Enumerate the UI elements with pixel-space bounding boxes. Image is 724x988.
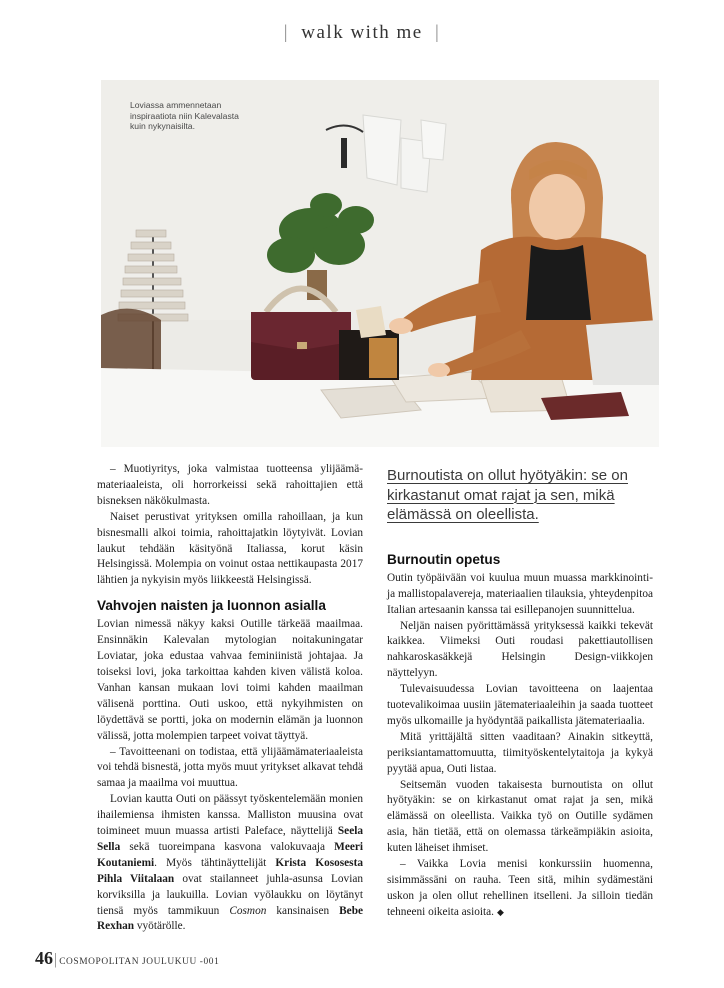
- paragraph: – Muotiyritys, joka valmistaa tuotteensa ylijäämämateriaaleista, oli horrorkeissi sekä rahoittajien että bisneksen näkökulmasta.: [97, 463, 363, 507]
- paragraph: Mitä yrittäjältä sitten vaaditaan? Ainakin sitkeyttä, periksiantamattomuutta, tiimityöskentelytaitoja ja kykyä pyytää apua, Outi listaa.: [387, 730, 653, 775]
- paragraph: [387, 857, 653, 921]
- paragraph: Tulevaisuudessa Lovian tavoitteena on laajentaa tuotevalikoimaa uusiin jätemateriaaleihin ja saada tuotteet myös ulkomaille ja hyödyntää paikallista jätemateriaalia.: [387, 683, 653, 727]
- text-run: ovat stailanneet juhla-asunsa Lovian korviksilla ja laukuilla. Lovian vyölaukku on löytänyt tiensä myös tammikuun: [97, 872, 363, 917]
- footer-separator: |: [54, 951, 58, 968]
- text-run: vyötärölle.: [134, 920, 186, 933]
- paragraph: Neljän naisen pyörittämässä yrityksessä kaikki tekevät kaikkea. Viimeksi Outi roudasi pakettiautollisen nahkaroskasäkkejä Helsingin Design-viikkojen näyttelyyn.: [387, 619, 653, 680]
- text-run: . Myös tähtinäyttelijät: [154, 856, 276, 869]
- person-name: Seela Sella: [97, 825, 363, 853]
- person-name: Bebe Rexhan: [97, 904, 363, 933]
- end-mark-icon: ◆: [496, 906, 504, 917]
- subheading: Burnoutin opetus: [387, 551, 501, 567]
- photo-illustration: [101, 80, 659, 447]
- paragraph: [97, 792, 363, 935]
- header-bar-left: |: [283, 22, 290, 43]
- section-header: [0, 22, 724, 44]
- paragraph: – Tavoitteenani on todistaa, että ylijäämämateriaaleista voi tehdä bisnestä, jotta myös muut yritykset alkavat tehdä samaa ja maailma voi muuttua.: [97, 745, 363, 790]
- text-run: Lovian kautta Outi on päässyt työskentelemään monien ihailemiensa ihmisten kanssa. Malliston muusina ovat toimineet muun muassa artisti Paleface, näyttelijä: [97, 793, 363, 838]
- page-footer: [35, 948, 219, 969]
- article-photo: [101, 80, 659, 447]
- right-column: [387, 462, 653, 921]
- person-name: Krista Kososesta Pihla Viitalaan: [97, 856, 363, 885]
- person-name: Meeri Koutaniemi: [97, 840, 363, 869]
- text-run: kansinaisen: [266, 904, 340, 917]
- left-column: [97, 462, 363, 935]
- paragraph: Outin työpäivään voi kuulua muun muassa markkinointi- ja mallistopalavereja, materiaalien tilauksia, yhteydenpitoa Italian artesaanin kanssa tai esillepanojen suunnittelua.: [387, 571, 654, 616]
- text-run: – Vaikka Lovia menisi konkurssiin huomenna, sisimmässäni on rauha. Teen sitä, mihin sydämestäni uskon ja olen ollut rehellinen itselleni. Ja silloin tiedän tehneeni oikeita asioita.: [387, 858, 653, 918]
- photo-caption: Loviassa ammennetaan inspiraatiota niin Kalevalasta kuin nykynaisilta.: [130, 100, 239, 132]
- paragraph: Seitsemän vuoden takaisesta burnoutista on ollut hyötyäkin: se on kirkastanut omat rajat ja sen, mikä elämässä on oleellista. Vaikka työ on Outille sydämen asia, hän tietää, että on olemassa tärkeämpiäkin asioita, kuten läheiset ihmiset.: [387, 778, 653, 855]
- pull-quote: Burnoutista on ollut hyötyäkin: se on kirkastanut omat rajat ja sen, mikä elämässä on oleellista.: [387, 467, 628, 524]
- magazine-name: Cosmon: [229, 904, 267, 917]
- header-bar-right: |: [434, 22, 441, 43]
- page-number: 46: [35, 948, 53, 968]
- text-run: sekä tuoreimpana kasvona valokuvaaja: [120, 840, 335, 853]
- section-title: walk with me: [301, 22, 423, 43]
- paragraph: Naiset perustivat yrityksen omilla rahoillaan, ja kun bisnesmalli alkoi toimia, rahoittajatkin löytyivät. Lovian laukut tehdään käsityönä Italiassa, korut käsin Helsingissä. Molempia on voinut ostaa nettikaupasta 2017 lähtien ja nykyisin myös liikkeestä Helsingissä.: [97, 510, 363, 587]
- magazine-issue: COSMOPOLITAN JOULUKUU -001: [59, 957, 220, 967]
- paragraph: Lovian nimessä näkyy kaksi Outille tärkeää maailmaa. Ensinnäkin Kalevalan mytologian noitakuningatar Loviatar, joka edustaa vahvaa feminiinistä johtajaa. Ja toiseksi lovi, joka tarkoittaa kahden kiven välistä koloa. Vanhan kansan mukaan lovi toimi kahden maailman välisenä porttina. Outi uskoo, että nykyihmisten on löydettävä se portti, joka on modernin elämän ja luonnon välissä, jotta molempien tarpeet voivat täyttyä.: [97, 618, 363, 742]
- subheading: Vahvojen naisten ja luonnon asialla: [97, 598, 326, 614]
